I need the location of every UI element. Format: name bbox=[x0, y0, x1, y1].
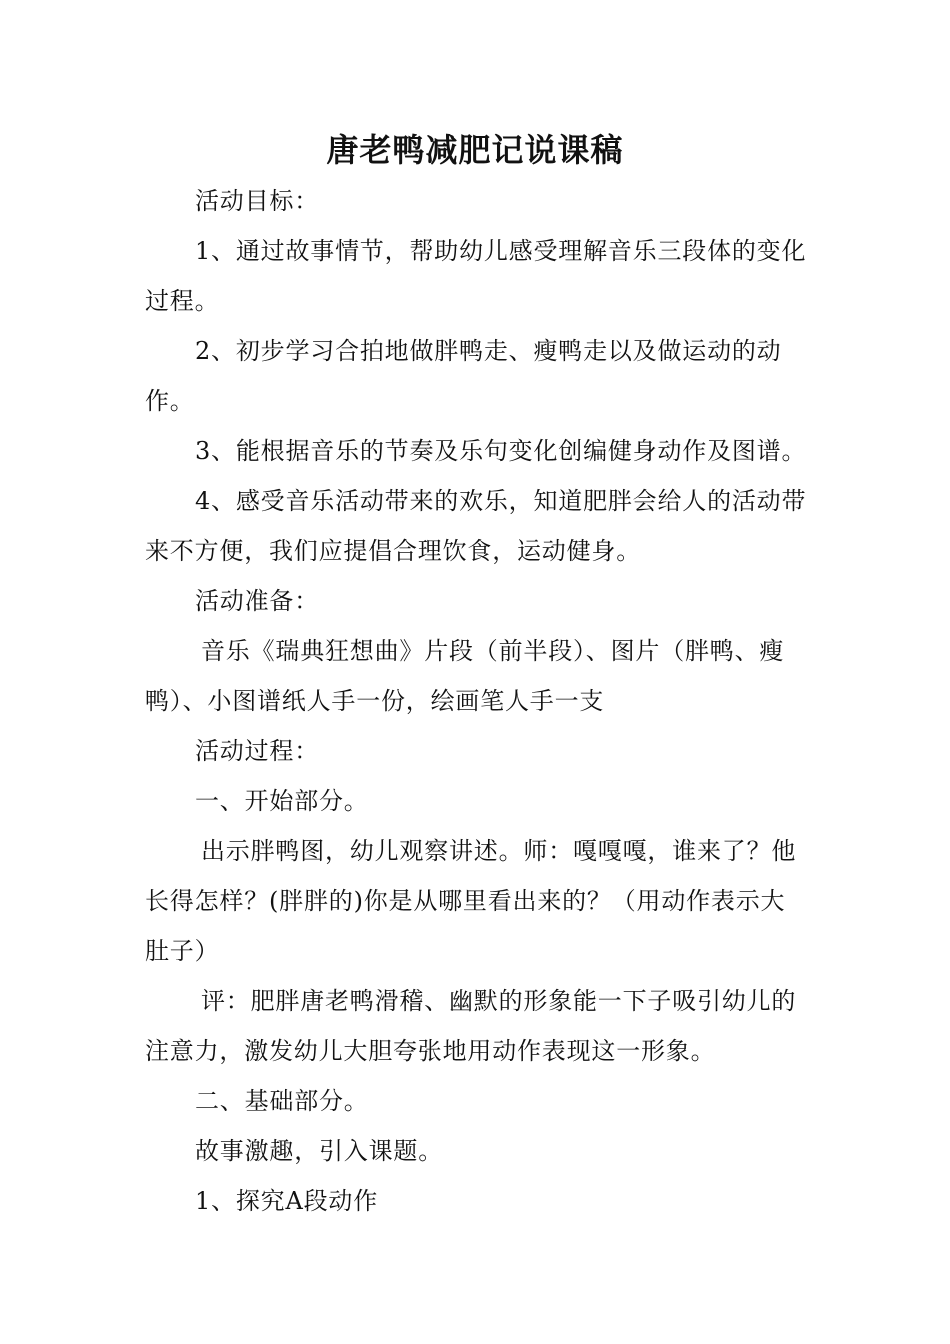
document-title: 唐老鸭减肥记说课稿 bbox=[326, 131, 624, 169]
paragraph-section-a: 1、探究A段动作 bbox=[195, 1187, 379, 1215]
paragraph-part-one-content: 出示胖鸭图，幼儿观察讲述。师：嘎嘎嘎，谁来了？他长得怎样？(胖胖的)你是从哪里看出来的？（用动作表示大肚子） bbox=[145, 837, 797, 965]
paragraph-preparation-content: 音乐《瑞典狂想曲》片段（前半段）、图片（胖鸭、瘦鸭）、小图谱纸人手一份，绘画笔人手一支 bbox=[145, 637, 785, 715]
paragraph-goal-2: 2、初步学习合拍地做胖鸭走、瘦鸭走以及做运动的动作。 bbox=[145, 337, 782, 415]
paragraph-preparation-heading: 活动准备： bbox=[195, 587, 319, 615]
paragraph-goal-3: 3、能根据音乐的节奏及乐句变化创编健身动作及图谱。 bbox=[195, 437, 807, 465]
paragraph-part-two-heading: 二、基础部分。 bbox=[195, 1087, 369, 1115]
paragraph-part-one-heading: 一、开始部分。 bbox=[195, 787, 369, 815]
paragraph-comment: 评：肥胖唐老鸭滑稽、幽默的形象能一下子吸引幼儿的注意力，激发幼儿大胆夸张地用动作表现这一形象。 bbox=[145, 987, 797, 1065]
paragraph-process-heading: 活动过程： bbox=[195, 737, 319, 765]
document-body bbox=[145, 176, 810, 1226]
paragraph-goal-4: 4、感受音乐活动带来的欢乐，知道肥胖会给人的活动带来不方便，我们应提倡合理饮食，运动健身。 bbox=[145, 487, 807, 565]
paragraph-story-intro: 故事激趣，引入课题。 bbox=[195, 1137, 443, 1165]
paragraph-goals-heading: 活动目标： bbox=[195, 187, 319, 215]
paragraph-goal-1: 1、通过故事情节，帮助幼儿感受理解音乐三段体的变化过程。 bbox=[145, 237, 807, 315]
